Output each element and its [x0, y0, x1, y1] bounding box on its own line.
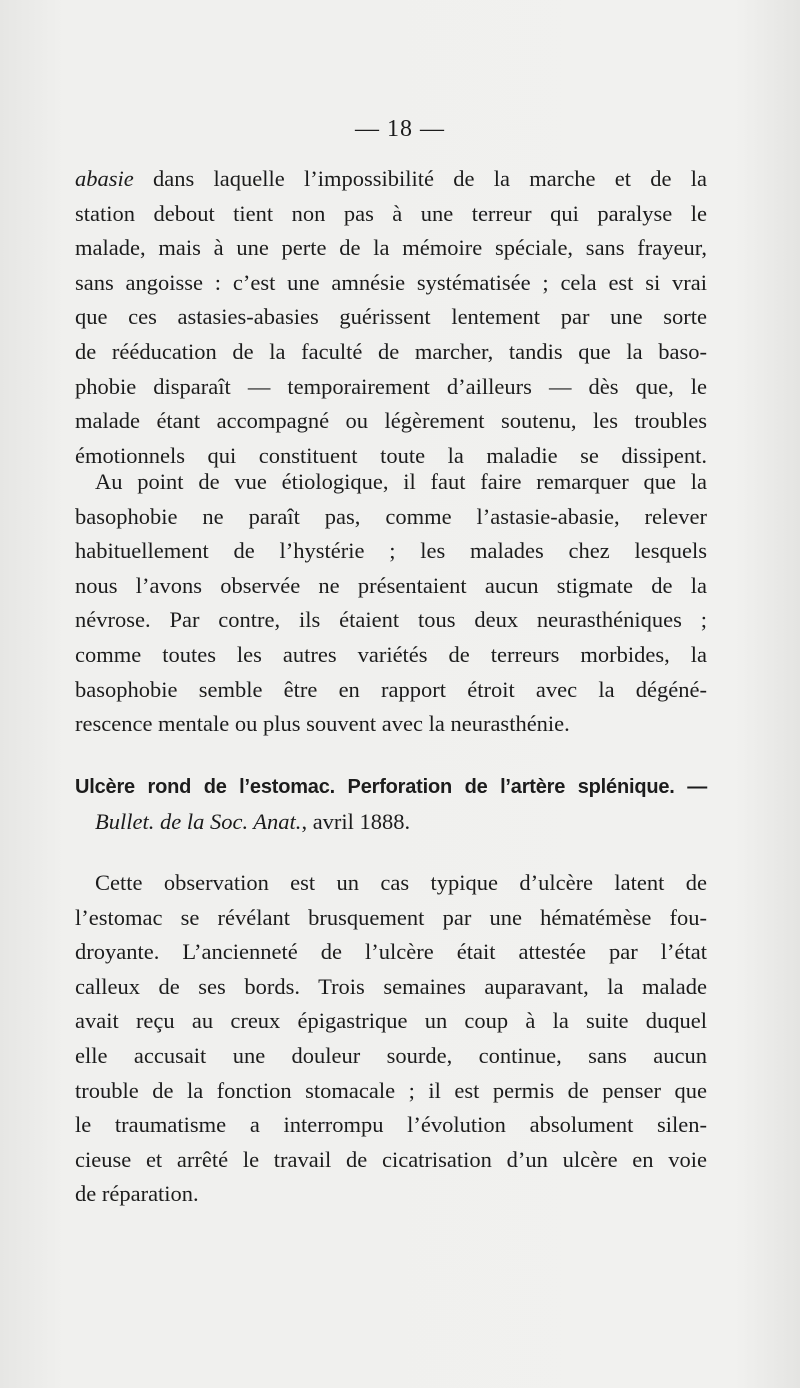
citation-journal: Bullet. de la Soc. Anat. [95, 808, 302, 834]
text-line: nous l’avons observée ne présentaient aucun stigmate de la [75, 572, 707, 598]
paragraph-2 [75, 465, 707, 742]
citation [75, 805, 707, 840]
text-line: comme toutes les autres variétés de terreurs morbides, la [75, 641, 707, 667]
text-line: névrose. Par contre, ils étaient tous deux neurasthéniques ; [75, 607, 707, 633]
text-line: Au point de vue étiologique, il faut faire remarquer que la [95, 469, 707, 494]
text-line: émotionnels qui constituent toute la maladie se dissipent. [75, 442, 707, 468]
text-line [75, 162, 707, 197]
citation-date: , avril 1888. [301, 808, 411, 834]
text-line: malade, mais à une perte de la mémoire spéciale, sans frayeur, [75, 235, 707, 261]
text-line: basophobie semble être en rapport étroit avec la dégéné- [75, 676, 707, 702]
text-line: malade étant accompagné ou légèrement soutenu, les troubles [75, 408, 707, 434]
section-heading: Ulcère rond de l’estomac. Perforation de l’artère splénique. — [75, 776, 707, 798]
text-line: cieuse et arrêté le travail de cicatrisation d’un ulcère en voie [75, 1146, 707, 1172]
section-heading-block [75, 770, 707, 839]
text-line: rescence mentale ou plus souvent avec la neurasthénie. [75, 711, 570, 737]
text-line: calleux de ses bords. Trois semaines auparavant, la malade [75, 973, 707, 999]
text-line: l’estomac se révélant brusquement par une hématémèse fou- [75, 904, 707, 930]
text-line: que ces astasies-abasies guérissent lentement par une sorte [75, 304, 707, 330]
text-line: station debout tient non pas à une terreur qui paralyse le [75, 200, 707, 226]
text-line: sans angoisse : c’est une amnésie systématisée ; cela est si vrai [75, 269, 707, 295]
text-line: droyante. L’ancienneté de l’ulcère était attestée par l’état [75, 939, 707, 965]
page-number: — 18 — [355, 116, 445, 142]
text-line: de réparation. [75, 1181, 199, 1207]
text-line: habituellement de l’hystérie ; les malades chez lesquels [75, 538, 707, 564]
text-line: basophobie ne paraît pas, comme l’astasie-abasie, relever [75, 503, 707, 529]
text-line: trouble de la fonction stomacale ; il est permis de penser que [75, 1077, 707, 1103]
text-line: elle accusait une douleur sourde, continue, sans aucun [75, 1042, 707, 1068]
text-line: phobie disparaît — temporairement d’ailleurs — dès que, le [75, 373, 707, 399]
text-line: avait reçu au creux épigastrique un coup à la suite duquel [75, 1008, 707, 1034]
paragraph-3 [75, 866, 707, 1212]
italic-word: abasie [75, 166, 134, 191]
paragraph-1 [75, 162, 707, 473]
text-line: de rééducation de la faculté de marcher, tandis que la baso- [75, 338, 707, 364]
line-text: dans laquelle l’impossibilité de la marche et de la [133, 166, 707, 191]
text-line: Cette observation est un cas typique d’ulcère latent de [95, 870, 707, 895]
text-line: le traumatisme a interrompu l’évolution absolument silen- [75, 1112, 707, 1138]
